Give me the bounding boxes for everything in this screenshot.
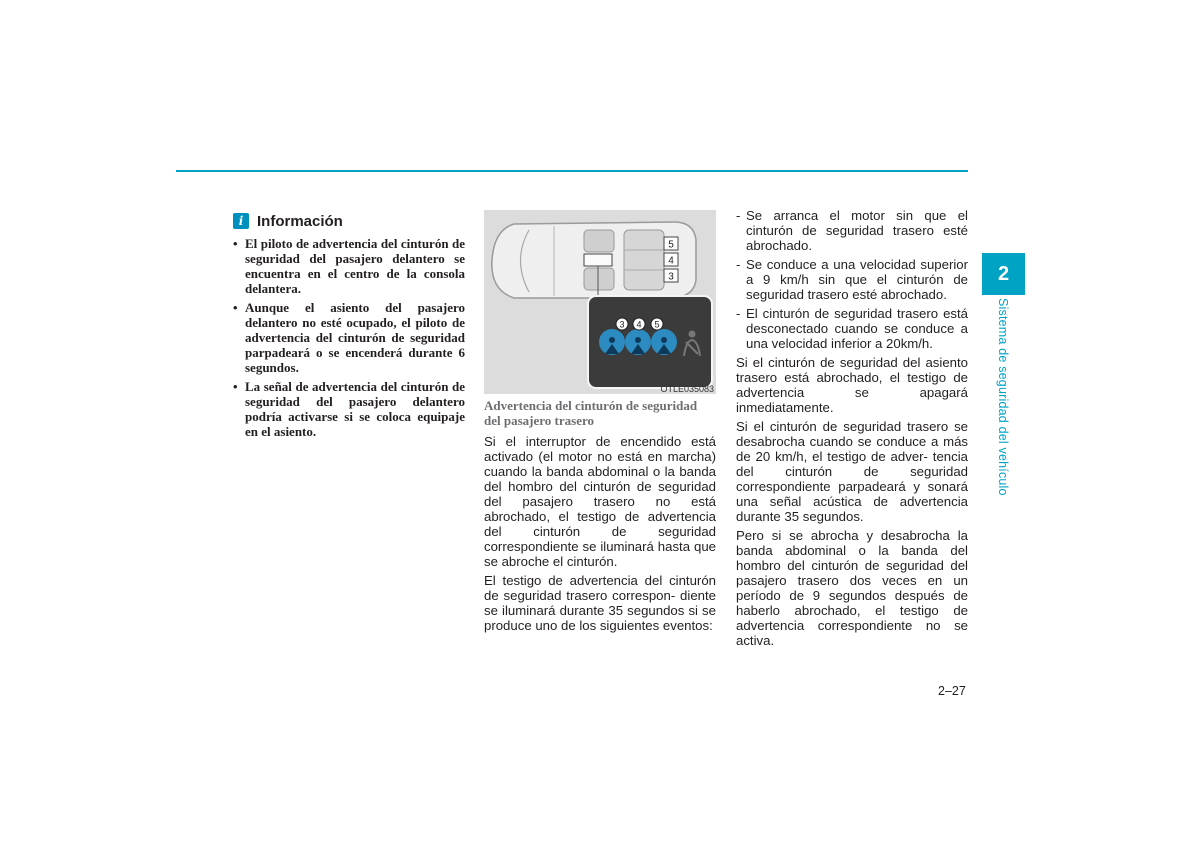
dash-icon: - (736, 257, 741, 272)
bullet-icon: • (233, 236, 238, 251)
list-item-text: Se arranca el motor sin que el cinturón de seguridad trasero esté abrochado. (746, 208, 968, 253)
seat-number-5 (664, 237, 678, 251)
list-item (233, 379, 465, 439)
page-number: 2–27 (938, 684, 966, 698)
svg-text:3: 3 (668, 271, 674, 283)
seatbelt-figure (484, 210, 716, 394)
dash-icon: - (736, 306, 741, 321)
list-item-text: El piloto de advertencia del cinturón de seguridad del pasajero delantero se encuentra en el centro de la consola delantera. (245, 236, 465, 296)
info-list (233, 236, 465, 439)
car-seat-illustration (484, 210, 716, 394)
paragraph: El testigo de advertencia del cinturón de seguridad trasero correspon- diente se iluminará durante 35 segundos si se produce uno de los siguientes eventos: (484, 573, 716, 633)
list-item (736, 306, 968, 351)
paragraph: Pero si se abrocha y desabrocha la banda abdominal o la banda del hombro del cinturón de seguridad del pasajero trasero dos veces en un período de 9 segundos después de haberlo abrochado, el testigo de advertencia correspondiente no se activa. (736, 528, 968, 648)
bullet-icon: • (233, 379, 238, 394)
list-item (736, 208, 968, 253)
seat-number-3 (664, 269, 678, 283)
seat-number-4 (664, 253, 678, 267)
paragraph: Si el cinturón de seguridad del asiento trasero está abrochado, el testigo de advertencia se apagará inmediatamente. (736, 355, 968, 415)
header-rule (176, 170, 968, 172)
middle-column (484, 398, 716, 637)
list-item-text: Se conduce a una velocidad superior a 9 km/h sin que el cinturón de seguridad trasero esté abrochado. (746, 257, 968, 302)
list-item (233, 300, 465, 375)
info-header (233, 210, 465, 232)
chapter-label: Sistema de seguridad del vehículo (996, 298, 1010, 496)
list-item (233, 236, 465, 296)
list-item-text: La señal de advertencia del cinturón de seguridad del pasajero delantero podría activarse si se coloca equipaje en el asiento. (245, 379, 465, 439)
list-item-text: El cinturón de seguridad trasero está desconectado cuando se conduce a una velocidad inferior a 20km/h. (746, 306, 968, 351)
svg-text:5: 5 (654, 319, 660, 330)
section-title: Advertencia del cinturón de seguridad del pasajero trasero (484, 398, 698, 428)
bullet-icon: • (233, 300, 238, 315)
list-item-text: Aunque el asiento del pasajero delantero no esté ocupado, el piloto de advertencia del cinturón de seguridad parpadeará o se encenderá durante 6 segundos. (245, 300, 465, 375)
figure-code: OTLE035083 (660, 384, 714, 394)
info-box (233, 210, 465, 443)
info-title: Información (257, 212, 343, 230)
paragraph: Si el interruptor de encendido está activado (el motor no está en marcha) cuando la banda abdominal o la banda del hombro del cinturón de seguridad del pasajero trasero no está abrochado, el testigo de advertencia del cinturón de seguridad correspondiente se iluminará hasta que se abroche el cinturón. (484, 434, 716, 569)
paragraph: Si el cinturón de seguridad trasero se desabrocha cuando se conduce a más de 20 km/h, el testigo de adver- tencia del cinturón de seguridad correspondiente parpadeará y sonará una señal acústica de advertencia durante 35 segundos. (736, 419, 968, 524)
svg-text:4: 4 (668, 255, 674, 267)
svg-text:3: 3 (619, 319, 625, 330)
svg-text:5: 5 (668, 239, 674, 251)
right-column (736, 208, 968, 652)
info-icon: i (233, 213, 249, 229)
dash-icon: - (736, 208, 741, 223)
chapter-tab: 2 (982, 253, 1025, 295)
list-item (736, 257, 968, 302)
svg-text:4: 4 (636, 319, 642, 330)
